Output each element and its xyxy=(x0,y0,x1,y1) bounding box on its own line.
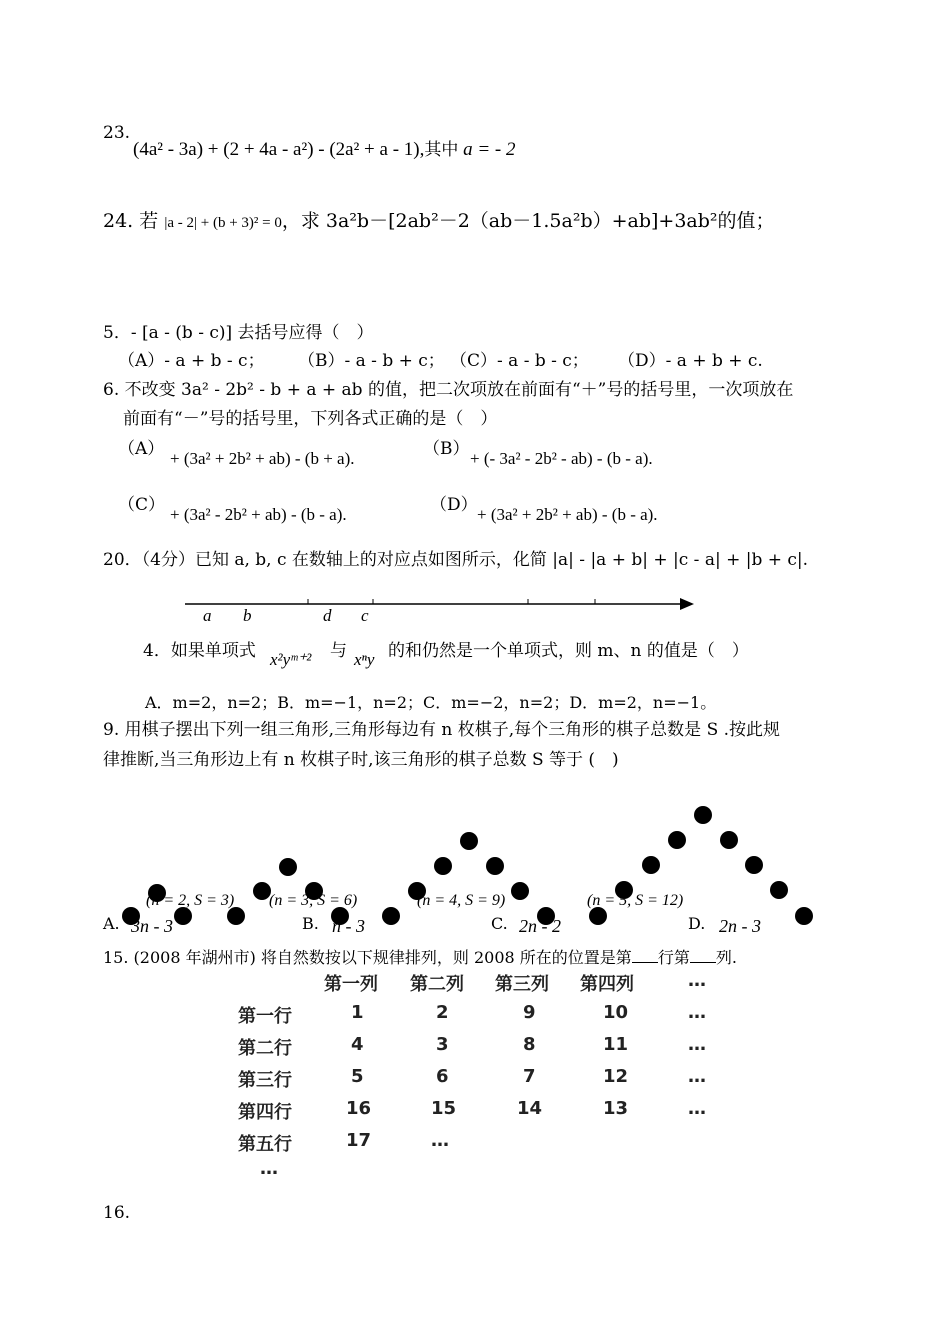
col-header: 第二列 xyxy=(410,974,464,995)
chess-piece xyxy=(720,831,738,849)
q9-option-a-label: A. xyxy=(103,914,120,933)
q5-stem: 5．- [a - (b - c)] 去括号应得（ ） xyxy=(103,323,374,343)
table-cell: 13 xyxy=(603,1098,629,1119)
chess-piece xyxy=(642,856,660,874)
table-cell: 17 xyxy=(346,1130,372,1151)
q6-option-a: + (3a² + 2b² + ab) - (b + a). xyxy=(170,449,355,468)
chess-piece xyxy=(434,857,452,875)
number-line xyxy=(180,592,700,628)
q24: 24. 若 |a - 2| + (b + 3)² = 0，求 3a²b－[2ab²－2（ab－1.5a²b）+ab]+3ab²的值； xyxy=(103,210,775,232)
table-cell: 16 xyxy=(346,1098,372,1119)
q9-option-a: 3n - 3 xyxy=(131,916,173,936)
q23-number: 23. xyxy=(103,123,131,143)
table-cell: … xyxy=(688,1098,706,1119)
answer-blank-col[interactable] xyxy=(690,948,716,963)
q6-option-c: + (3a² - 2b² + ab) - (b - a). xyxy=(170,505,347,524)
q15-stem: 15. (2008 年湖州市) 将自然数按以下规律排列，则 2008 所在的位置是第 行第 列. xyxy=(103,948,737,967)
q5-option-d: （D）- a + b + c. xyxy=(618,351,763,371)
q9-stem-line2: 律推断,当三角形边上有 n 枚棋子时,该三角形的棋子总数 S 等于 ( ) xyxy=(103,750,619,770)
table-cell: 10 xyxy=(603,1002,629,1023)
q9-option-c: 2n - 2 xyxy=(519,916,561,936)
table-cell: 9 xyxy=(523,1002,536,1023)
col-header: 第一列 xyxy=(324,974,378,995)
table-cell: 2 xyxy=(436,1002,449,1023)
col-header: … xyxy=(688,970,706,991)
q6-stem-line2: 前面有“－”号的括号里，下列各式正确的是（ ） xyxy=(123,409,498,429)
caption-n5: (n = 5, S = 12) xyxy=(587,892,684,909)
row-label: 第五行 xyxy=(238,1134,292,1155)
chess-piece xyxy=(486,857,504,875)
caption-n2: (n = 2, S = 3) xyxy=(146,892,235,909)
q6-option-a-label: （A） xyxy=(118,439,165,459)
q4-options: A．m=2，n=2；B．m=−1，n=2；C．m=−2，n=2；D．m=2，n=−1。 xyxy=(145,693,717,712)
q4-stem-start: 4．如果单项式 xyxy=(143,641,256,661)
q6-option-c-label: （C） xyxy=(118,495,166,515)
row-label: 第四行 xyxy=(238,1102,292,1123)
table-cell: 6 xyxy=(436,1066,449,1087)
q9-option-d: 2n - 3 xyxy=(719,916,761,936)
table-cell: 7 xyxy=(523,1066,536,1087)
number-pattern-table xyxy=(230,968,714,1180)
chess-piece xyxy=(511,882,529,900)
label-d: d xyxy=(323,606,332,625)
q5-option-a: （A）- a + b - c； xyxy=(118,351,265,371)
row-label: 第一行 xyxy=(238,1006,292,1027)
chess-piece xyxy=(694,806,712,824)
q6-option-d: + (3a² + 2b² + ab) - (b - a). xyxy=(477,505,658,524)
label-c: c xyxy=(361,606,369,625)
number-line-arrow xyxy=(680,598,694,610)
label-a: a xyxy=(203,606,212,625)
chess-piece xyxy=(279,858,297,876)
q4-stem-end: 的和仍然是一个单项式，则 m、n 的值是（ ） xyxy=(388,641,749,661)
table-cell: 12 xyxy=(603,1066,629,1087)
q23-where: 其中 xyxy=(424,140,459,159)
q5-option-b: （B）- a - b + c； xyxy=(298,351,445,371)
caption-n4: (n = 4, S = 9) xyxy=(417,892,506,909)
table-cell: … xyxy=(688,1066,706,1087)
table-cell: 15 xyxy=(431,1098,457,1119)
q9-option-b-label: B. xyxy=(302,914,319,933)
q16-number: 16. xyxy=(103,1203,131,1223)
q9-option-c-label: C. xyxy=(491,914,508,933)
table-cell: 8 xyxy=(523,1034,536,1055)
q6-option-d-label: （D） xyxy=(430,495,478,515)
q24-condition: |a - 2| + (b + 3)² = 0 xyxy=(164,215,282,231)
chess-piece xyxy=(460,832,478,850)
row-label: 第三行 xyxy=(238,1070,292,1091)
q20-stem: 20．（4分）已知 a, b, c 在数轴上的对应点如图所示，化简 |a| - |a + b| + |c - a| + |b + c|. xyxy=(103,550,809,570)
q5-option-c: （C）- a - b - c； xyxy=(450,351,589,371)
table-cell: 4 xyxy=(351,1034,364,1055)
q9-option-b: n - 3 xyxy=(332,916,365,936)
chess-piece xyxy=(795,907,813,925)
answer-blank-row[interactable] xyxy=(632,948,658,963)
table-cell: 11 xyxy=(603,1034,629,1055)
label-b: b xyxy=(243,606,252,625)
q4-monomial-2: xⁿy xyxy=(354,650,375,669)
q6-option-b: + (- 3a² - 2b² - ab) - (b - a). xyxy=(470,449,653,468)
q23-expression: (4a² - 3a) + (2 + 4a - a²) - (2a² + a - 1),其中 a = - 2 xyxy=(133,139,516,160)
table-cell: 14 xyxy=(517,1098,543,1119)
caption-n3: (n = 3, S = 6) xyxy=(269,892,358,909)
table-cell: … xyxy=(688,1002,706,1023)
table-cell: 3 xyxy=(436,1034,449,1055)
chess-piece xyxy=(668,831,686,849)
q4-monomial-1: x²yᵐ⁺² xyxy=(270,650,312,669)
chess-piece xyxy=(770,881,788,899)
col-header: 第四列 xyxy=(580,974,634,995)
table-ellipsis: … xyxy=(260,1158,278,1179)
chess-piece xyxy=(745,856,763,874)
q4-and: 与 xyxy=(330,641,347,661)
q9-option-d-label: D. xyxy=(688,914,706,933)
q6-stem-line1: 6. 不改变 3a² - 2b² - b + a + ab 的值，把二次项放在前面有“＋”号的括号里，一次项放在 xyxy=(103,380,794,400)
table-cell: … xyxy=(688,1034,706,1055)
chess-piece xyxy=(382,907,400,925)
col-header: 第三列 xyxy=(495,974,549,995)
table-cell: 1 xyxy=(351,1002,364,1023)
q6-option-b-label: （B） xyxy=(423,439,470,459)
q9-stem-line1: 9. 用棋子摆出下列一组三角形,三角形每边有 n 枚棋子,每个三角形的棋子总数是 S .按此规 xyxy=(103,720,781,740)
table-cell: … xyxy=(431,1130,449,1151)
table-cell: 5 xyxy=(351,1066,364,1087)
row-label: 第二行 xyxy=(238,1038,292,1059)
